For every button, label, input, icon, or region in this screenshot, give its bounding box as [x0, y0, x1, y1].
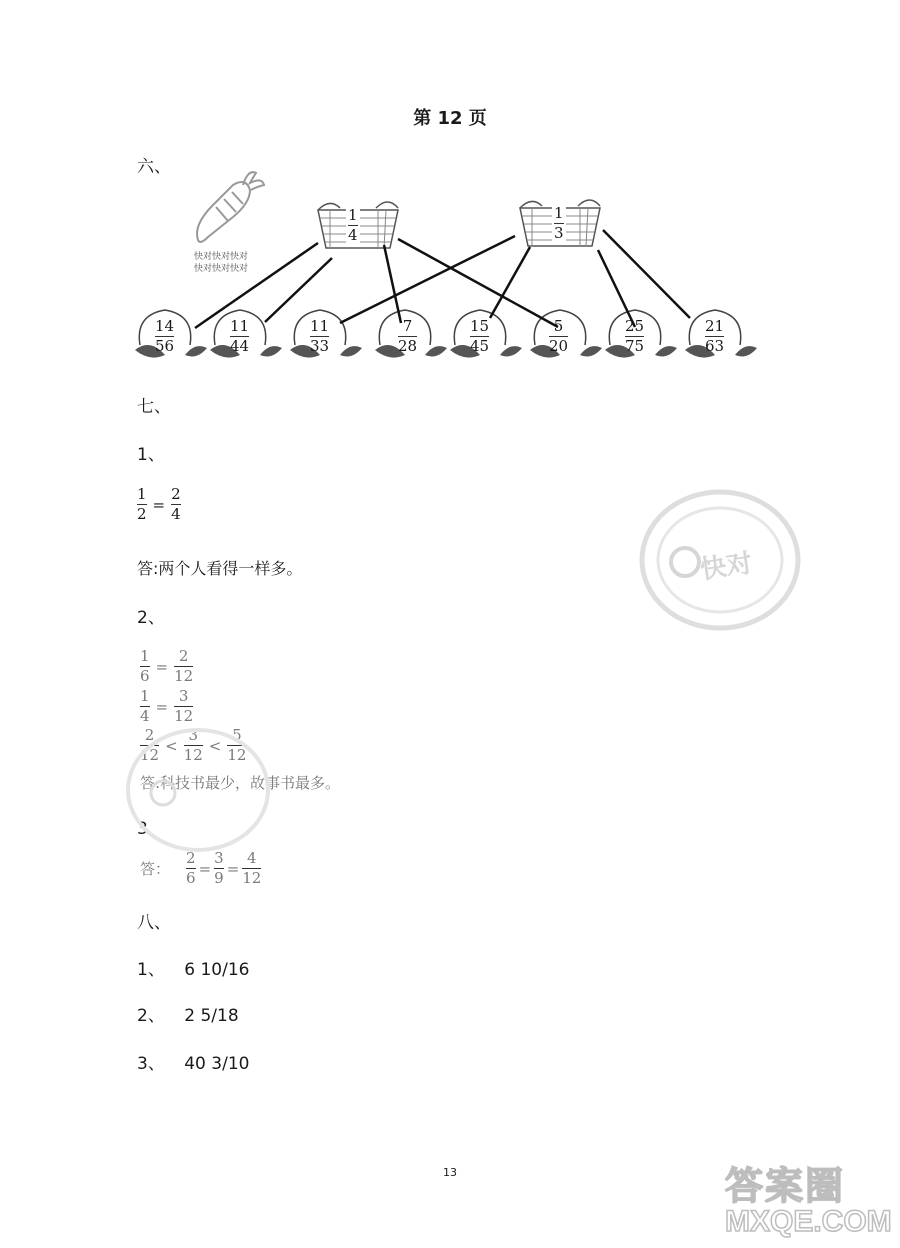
q2-e2-op: =: [155, 697, 169, 716]
basket-2-numerator: 1: [554, 204, 564, 222]
q3-a-den: 6: [186, 869, 196, 887]
peach-3: [310, 318, 329, 355]
peach-1-denominator: 56: [155, 337, 175, 355]
q3-b-num: 3: [214, 849, 224, 867]
page-title: 第 12 页: [413, 108, 487, 129]
match-line-quarter-11-44: [265, 258, 332, 322]
match-line-third-25-75: [598, 250, 635, 327]
s8-item-3: [137, 1049, 249, 1074]
q3-label: 3、: [137, 819, 165, 839]
peach-7-numerator: 25: [625, 317, 645, 335]
q2-e3-op1: <: [165, 736, 178, 755]
basket-1: [346, 207, 360, 244]
peach-8-numerator: 21: [705, 317, 725, 335]
basket-2: [552, 205, 566, 242]
q2-e3-b-num: 3: [188, 726, 198, 744]
s8-item-1: [137, 955, 249, 980]
match-line-third-21-63: [603, 230, 690, 318]
q2-e2-b-num: 3: [178, 687, 189, 705]
s8-item-3-value: 40 3/10: [184, 1054, 250, 1074]
peach-4-denominator: 28: [398, 337, 418, 355]
peach-8: [705, 318, 724, 355]
section-8-label: 八、: [137, 913, 171, 933]
site-watermark-url: MXQE.COM: [725, 1205, 892, 1238]
s8-item-2-index: 2、: [137, 1006, 165, 1026]
peach-5-numerator: 15: [470, 317, 490, 335]
q2-e1-a-num: 1: [140, 647, 150, 665]
basket-1-denominator: 4: [348, 226, 358, 244]
section-6-label: 六、: [137, 157, 171, 177]
match-line-third-11-33: [340, 236, 515, 323]
q1-b-num: 2: [171, 485, 181, 503]
peach-8-denominator: 63: [705, 337, 725, 355]
q3-op2: =: [226, 859, 240, 878]
matching-diagram: [0, 0, 900, 400]
q2-e1-a-den: 6: [140, 667, 150, 685]
q2-e1-b-den: 12: [174, 667, 194, 685]
q2-e1-op: =: [155, 657, 169, 676]
peach-2: [230, 318, 249, 355]
basket-1-numerator: 1: [348, 206, 358, 224]
peach-4-numerator: 7: [402, 317, 413, 335]
q1-answer: 答:两个人看得一样多。: [137, 559, 303, 578]
peach-3-denominator: 33: [310, 337, 330, 355]
peach-6-denominator: 20: [549, 337, 569, 355]
q2-e3-b-den: 12: [183, 746, 203, 764]
match-line-quarter-14-56: [195, 243, 318, 328]
s8-item-1-index: 1、: [137, 960, 165, 980]
site-watermark-name: 答案圈: [725, 1164, 846, 1208]
peach-1: [155, 318, 174, 355]
q2-equation-1: [140, 648, 193, 685]
q2-answer: 答:科技书最少，故事书最多。: [140, 774, 341, 792]
peach-7: [625, 318, 644, 355]
q2-e2-a-den: 4: [140, 707, 150, 725]
q1-equation: [137, 486, 181, 523]
peach-2-numerator: 11: [230, 317, 250, 335]
s8-item-1-value: 6 10/16: [184, 960, 250, 980]
q2-e3-c-den: 12: [227, 746, 247, 764]
q2-e3-a-den: 12: [140, 746, 160, 764]
q1-b-den: 4: [171, 505, 181, 523]
peach-5: [470, 318, 489, 355]
q3-c-num: 4: [247, 849, 257, 867]
watermark-stamp-right: [630, 470, 810, 650]
q3-b-den: 9: [214, 869, 224, 887]
q2-e3-c-num: 5: [232, 726, 242, 744]
q2-e3-a-num: 2: [144, 726, 155, 744]
q3-op1: =: [198, 859, 212, 878]
q2-e2-a-num: 1: [140, 687, 150, 705]
s8-item-2-value: 2 5/18: [184, 1006, 239, 1026]
q2-label: 2、: [137, 608, 165, 628]
q3-a-num: 2: [186, 849, 196, 867]
q2-e2-b-den: 12: [174, 707, 194, 725]
carrot-caption-1: 快对快对快对: [194, 252, 249, 262]
peach-7-denominator: 75: [625, 337, 645, 355]
q3-c-den: 12: [242, 869, 262, 887]
q1-a-den: 2: [137, 505, 147, 523]
peach-2-denominator: 44: [230, 337, 250, 355]
q1-label: 1、: [137, 445, 165, 465]
peach-5-denominator: 45: [470, 337, 490, 355]
watermark-brand: 快对: [698, 548, 755, 586]
watermark-stamp-left: [118, 715, 288, 875]
page-number: 13: [443, 1166, 457, 1179]
basket-2-denominator: 3: [554, 224, 564, 242]
peach-4: [398, 318, 417, 355]
peach-6: [549, 318, 568, 355]
q2-e3-op2: <: [208, 736, 222, 755]
s8-item-2: [137, 1001, 239, 1026]
peach-3-numerator: 11: [310, 317, 330, 335]
peach-6-numerator: 5: [553, 317, 564, 335]
q3-prefix: 答：: [140, 860, 171, 878]
match-line-quarter-7-28: [384, 245, 401, 323]
s8-item-3-index: 3、: [137, 1054, 165, 1074]
peach-1-numerator: 14: [155, 317, 175, 335]
site-watermark: [725, 1155, 895, 1243]
q1-a-num: 1: [137, 485, 147, 503]
q1-op: =: [152, 495, 166, 514]
q2-e1-b-num: 2: [178, 647, 189, 665]
section-7-label: 七、: [137, 397, 171, 417]
carrot-caption-2: 快对快对快对: [194, 264, 249, 274]
